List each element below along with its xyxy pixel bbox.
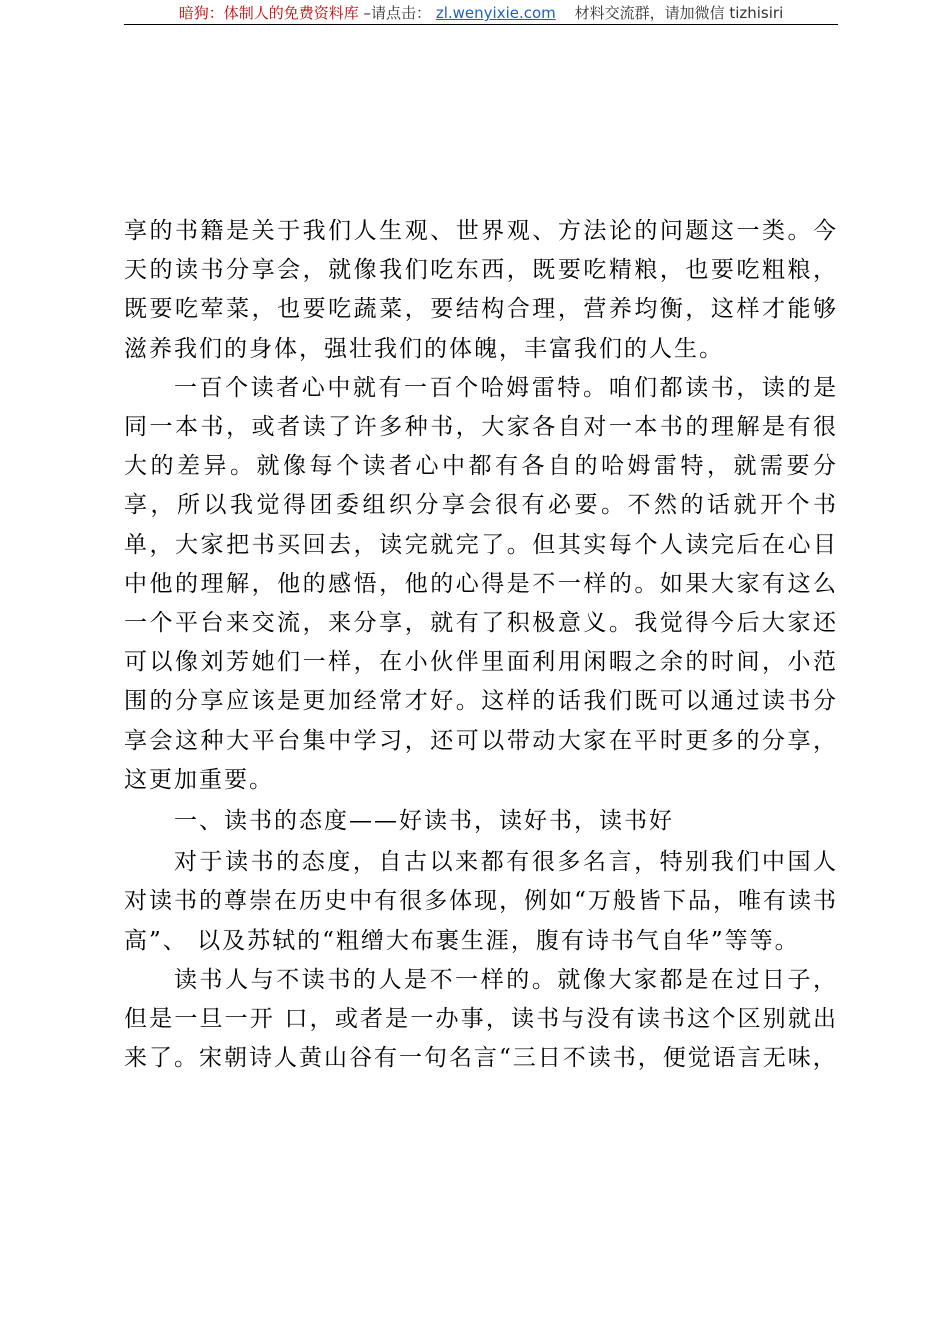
header-link[interactable]: zl.wenyixie.com xyxy=(435,4,556,22)
paragraph-attitude: 对于读书的态度，自古以来都有很多名言，特别我们中国人对读书的尊崇在历史中有很多体现，例如“万般皆下品，唯有读书高”、 以及苏轼的“粗缯大布裹生涯，腹有诗书气自华”等等。 xyxy=(124,849,838,954)
paragraph-hamlet: 一百个读者心中就有一百个哈姆雷特。咱们都读书，读的是同一本书，或者读了许多种书，大家各自对一本书的理解是有很大的差异。就像每个读者心中都有各自的哈姆雷特，就需要分享，所以我觉得团委组织分享会很有必要。不然的话就开个书单，大家把书买回去，读完就完了。但其实每个人读完后在心目中他的理解，他的感悟，他的心得是不一样的。如果大家有这么一个平台来交流，来分享，就有了积极意义。我觉得今后大家还可以像刘芳她们一样，在小伙伴里面利用闲暇之余的时间，小范围的分享应该是更加经常才好。这样的话我们既可以通过读书分享会这种大平台集中学习，还可以带动大家在平时更多的分享，这更加重要。 xyxy=(124,374,838,793)
header-brand: 暗狗：体制人的免费资料库 xyxy=(178,4,359,22)
page-header xyxy=(124,2,838,25)
paragraph-continuation: 享的书籍是关于我们人生观、世界观、方法论的问题这一类。今天的读书分享会，就像我们吃东西，既要吃精粮，也要吃粗粮，既要吃荤菜，也要吃蔬菜，要结构合理，营养均衡，这样才能够滋养我们的身体，强壮我们的体魄，丰富我们的人生。 xyxy=(124,218,838,362)
document-body xyxy=(124,212,838,1078)
paragraph-readers: 读书人与不读书的人是不一样的。就像大家都是在过日子，但是一旦一开 口，或者是一办事，读书与没有读书这个区别就出来了。宋朝诗人黄山谷有一句名言“三日不读书，便觉语言无味， xyxy=(124,966,838,1072)
header-prompt: –请点击： xyxy=(363,4,432,22)
header-group-info: 材料交流群，请加微信 tizhisiri xyxy=(574,4,784,22)
section-heading: 一、读书的态度——好读书，读好书，读书好 xyxy=(174,808,674,835)
